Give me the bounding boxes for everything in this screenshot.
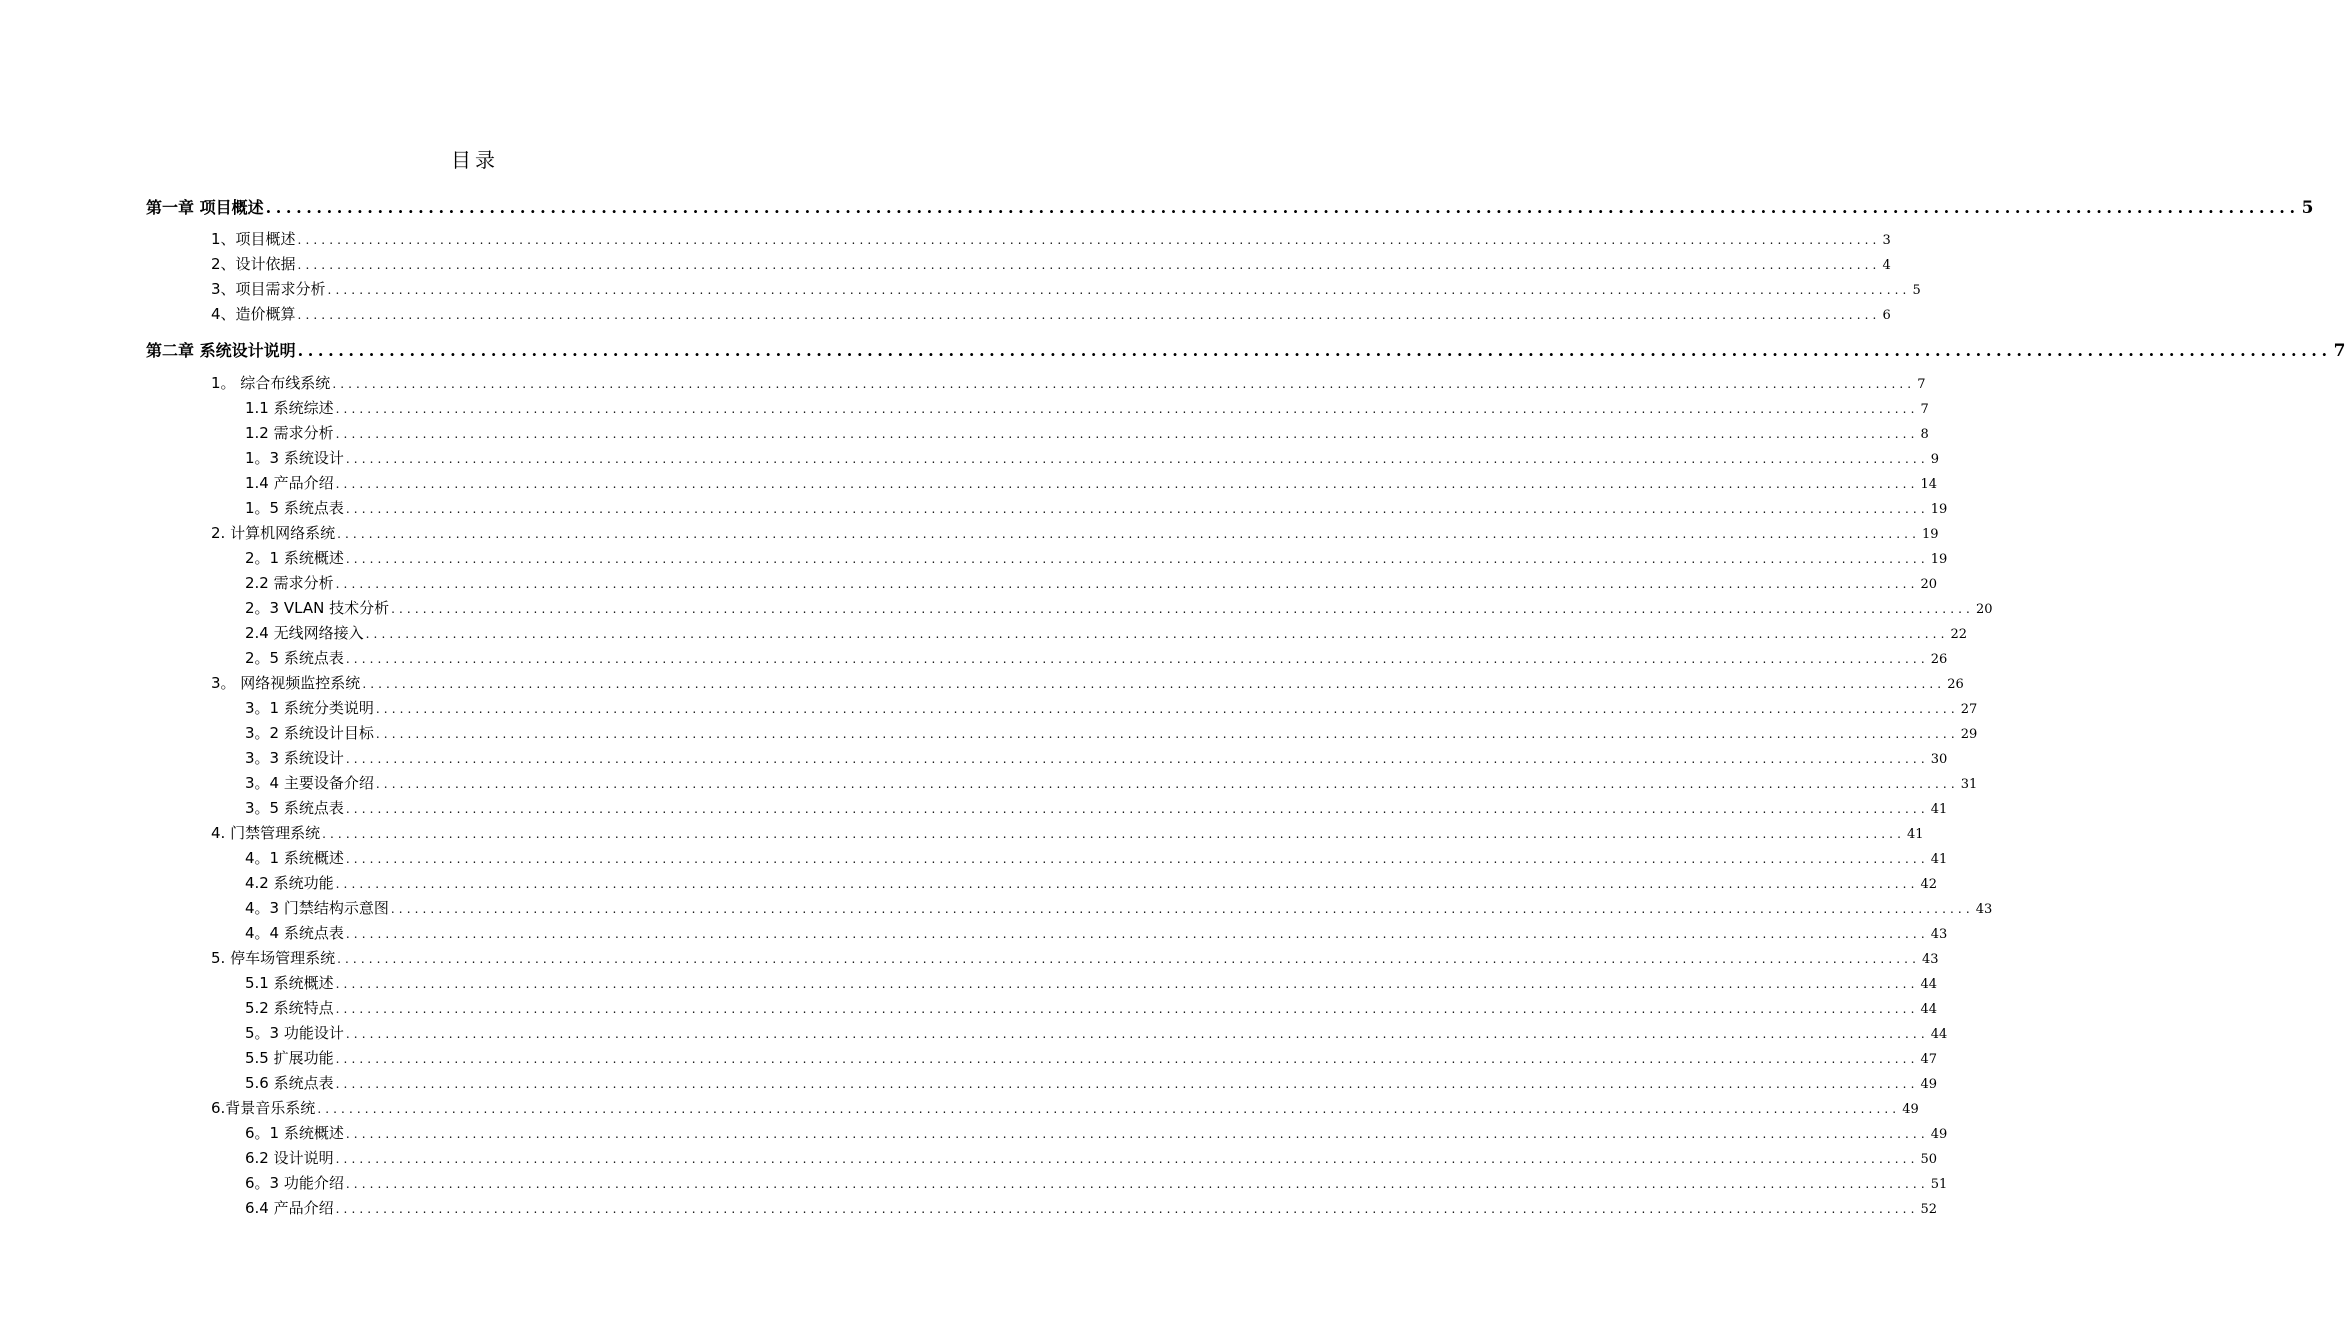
dot-leader: ........................................................................................................................................................................................................ <box>335 977 1919 991</box>
toc-entry-label: 6.2 设计说明 <box>245 1149 334 1167</box>
toc-entry-sub[interactable] <box>245 622 1968 643</box>
toc-entry-label: 2. 计算机网络系统 <box>211 524 336 542</box>
toc-entry-sub[interactable] <box>245 497 1948 518</box>
toc-entry-page-number: 6 <box>1882 308 1891 323</box>
dot-leader: ........................................................................................................................................................................................................ <box>362 677 1946 691</box>
toc-entry-page-number: 43 <box>1975 902 1993 917</box>
toc-entry-page-number: 52 <box>1920 1202 1938 1217</box>
toc-entry-sub[interactable] <box>245 447 1940 468</box>
toc-entry-label: 2。1 系统概述 <box>245 549 344 567</box>
toc-entry-sub[interactable] <box>245 847 1948 868</box>
toc-entry-label: 6。1 系统概述 <box>245 1124 344 1142</box>
toc-entry-sub[interactable] <box>245 547 1948 568</box>
dot-leader: ........................................................................................................................................................................................................ <box>322 827 1905 841</box>
dot-leader: ........................................................................................................................................................................................................ <box>337 952 1920 966</box>
dot-leader: ........................................................................................................................................................................................................ <box>375 777 1959 791</box>
dot-leader: ........................................................................................................................................................................................................ <box>297 233 1881 247</box>
toc-entry-label: 4。4 系统点表 <box>245 924 344 942</box>
toc-entry-sub[interactable] <box>245 422 1929 443</box>
dot-leader: ........................................................................................................................................................................................................ <box>345 852 1929 866</box>
toc-entry-page-number: 27 <box>1960 702 1978 717</box>
toc-entry-page-number: 44 <box>1920 977 1938 992</box>
toc-entry-label: 3。3 系统设计 <box>245 749 344 767</box>
toc-entry-label: 5.2 系统特点 <box>245 999 334 1017</box>
toc-entry-sub[interactable] <box>245 747 1948 768</box>
toc-entry-section[interactable] <box>211 228 1891 249</box>
dot-leader: ........................................................................................................................................................................................................ <box>332 377 1916 391</box>
toc-entry-label: 1.1 系统综述 <box>245 399 334 417</box>
dot-leader: ........................................................................................................................................................................................................ <box>327 283 1911 297</box>
toc-entry-page-number: 19 <box>1930 552 1948 567</box>
toc-entry-label: 第一章 项目概述 <box>146 198 264 217</box>
toc-entry-label: 5.6 系统点表 <box>245 1074 334 1092</box>
toc-entry-section[interactable] <box>211 372 1926 393</box>
dot-leader: ........................................................................................................................................................................................................ <box>345 552 1929 566</box>
toc-entry-sub[interactable] <box>245 572 1938 593</box>
toc-entry-section[interactable] <box>211 303 1891 324</box>
toc-entry-label: 4.2 系统功能 <box>245 874 334 892</box>
dot-leader: ........................................................................................................................................................................................................ <box>345 927 1929 941</box>
toc-entry-label: 5。3 功能设计 <box>245 1024 344 1042</box>
toc-entry-page-number: 5 <box>1912 283 1921 298</box>
toc-entry-page-number: 14 <box>1920 477 1938 492</box>
toc-entry-page-number: 26 <box>1930 652 1948 667</box>
toc-entry-chapter[interactable] <box>146 195 2314 218</box>
toc-entry-sub[interactable] <box>245 397 1929 418</box>
toc-entry-label: 1、项目概述 <box>211 230 296 248</box>
toc-entry-page-number: 41 <box>1930 852 1948 867</box>
toc-entry-label: 5. 停车场管理系统 <box>211 949 336 967</box>
toc-entry-page-number: 9 <box>1930 452 1940 467</box>
toc-entry-page-number: 22 <box>1950 627 1968 642</box>
toc-entry-page-number: 20 <box>1975 602 1993 617</box>
toc-entry-label: 3。4 主要设备介绍 <box>245 774 374 792</box>
toc-entry-page-number: 43 <box>1921 952 1939 967</box>
toc-entry-page-number: 7 <box>1917 377 1926 392</box>
dot-leader: ........................................................................................................................................................................................................ <box>391 602 1974 616</box>
dot-leader: ........................................................................................................................................................................................................ <box>345 1177 1929 1191</box>
toc-entry-section[interactable] <box>211 253 1891 274</box>
dot-leader: ........................................................................................................................................................................................................ <box>345 1127 1929 1141</box>
toc-entry-page-number: 19 <box>1930 502 1948 517</box>
toc-entry-page-number: 41 <box>1906 827 1924 842</box>
dot-leader: ........................................................................................................................................................................................................ <box>365 627 1949 641</box>
toc-entry-page-number: 7 <box>2333 341 2345 361</box>
toc-entry-page-number: 8 <box>1920 427 1929 442</box>
toc-entry-page-number: 7 <box>1920 402 1929 417</box>
dot-leader: ........................................................................................................................................................................................................ <box>375 702 1959 716</box>
toc-entry-label: 1。5 系统点表 <box>245 499 344 517</box>
toc-entry-page-number: 29 <box>1960 727 1978 742</box>
toc-entry-label: 4。3 门禁结构示意图 <box>245 899 389 917</box>
toc-entry-page-number: 49 <box>1930 1127 1948 1142</box>
dot-leader: ........................................................................................................................................................................................................ <box>335 877 1919 891</box>
dot-leader: ........................................................................................................................................................................................................ <box>345 1027 1929 1041</box>
toc-entry-page-number: 31 <box>1960 777 1978 792</box>
toc-entry-label: 1。3 系统设计 <box>245 449 344 467</box>
toc-entry-sub[interactable] <box>245 872 1938 893</box>
toc-entry-sub[interactable] <box>245 697 1978 718</box>
toc-entry-sub[interactable] <box>245 1172 1948 1193</box>
dot-leader: ........................................................................................................................................................................................................ <box>335 1002 1919 1016</box>
toc-entry-sub[interactable] <box>245 1197 1938 1218</box>
toc-entry-label: 3。 网络视频监控系统 <box>211 674 361 692</box>
toc-entry-sub[interactable] <box>245 797 1948 818</box>
toc-entry-sub[interactable] <box>245 1122 1948 1143</box>
toc-entry-label: 4。1 系统概述 <box>245 849 344 867</box>
toc-entry-page-number: 3 <box>1882 233 1891 248</box>
dot-leader: ........................................................................................................................................................................................................ <box>297 258 1881 272</box>
toc-entry-sub[interactable] <box>245 997 1938 1018</box>
toc-entry-page-number: 5 <box>2301 198 2314 218</box>
dot-leader: ........................................................................................................................................................................................................ <box>335 577 1919 591</box>
toc-entry-label: 2.2 需求分析 <box>245 574 334 592</box>
toc-entry-page-number: 20 <box>1920 577 1938 592</box>
toc-entry-page-number: 4 <box>1882 258 1891 273</box>
toc-entry-section[interactable] <box>211 522 1939 543</box>
toc-entry-label: 6.背景音乐系统 <box>211 1099 316 1117</box>
toc-entry-page-number: 49 <box>1920 1077 1938 1092</box>
toc-entry-label: 1。 综合布线系统 <box>211 374 331 392</box>
toc-entry-page-number: 41 <box>1930 802 1948 817</box>
toc-entry-label: 4、造价概算 <box>211 305 296 323</box>
toc-entry-sub[interactable] <box>245 472 1938 493</box>
toc-entry-sub[interactable] <box>245 647 1948 668</box>
toc-entry-page-number: 30 <box>1930 752 1948 767</box>
dot-leader: ........................................................................................................................................................................................................ <box>345 752 1929 766</box>
toc-entry-page-number: 43 <box>1930 927 1948 942</box>
toc-entry-chapter[interactable] <box>146 338 2345 361</box>
toc-entry-sub[interactable] <box>245 897 1993 918</box>
toc-entry-label: 1.4 产品介绍 <box>245 474 334 492</box>
toc-entry-sub[interactable] <box>245 1072 1938 1093</box>
dot-leader: ........................................................................................................................................................................................................ <box>390 902 1974 916</box>
dot-leader: ........................................................................................................................................................................................................ <box>297 341 2332 360</box>
toc-entry-label: 5.1 系统概述 <box>245 974 334 992</box>
toc-entry-page-number: 19 <box>1921 527 1939 542</box>
toc-entry-sub[interactable] <box>245 1047 1938 1068</box>
dot-leader: ........................................................................................................................................................................................................ <box>335 1152 1919 1166</box>
toc-entry-page-number: 42 <box>1920 877 1938 892</box>
toc-entry-label: 2。5 系统点表 <box>245 649 344 667</box>
toc-entry-label: 3。5 系统点表 <box>245 799 344 817</box>
toc-entry-page-number: 47 <box>1920 1052 1938 1067</box>
dot-leader: ........................................................................................................................................................................................................ <box>337 527 1920 541</box>
toc-entry-label: 6。3 功能介绍 <box>245 1174 344 1192</box>
dot-leader: ........................................................................................................................................................................................................ <box>335 1077 1919 1091</box>
toc-entry-section[interactable] <box>211 278 1921 299</box>
dot-leader: ........................................................................................................................................................................................................ <box>345 802 1929 816</box>
toc-entry-label: 2、设计依据 <box>211 255 296 273</box>
dot-leader: ........................................................................................................................................................................................................ <box>265 198 2300 217</box>
toc-entry-label: 6.4 产品介绍 <box>245 1199 334 1217</box>
toc-entry-label: 2。3 VLAN 技术分析 <box>245 599 390 617</box>
dot-leader: ........................................................................................................................................................................................................ <box>335 427 1919 441</box>
dot-leader: ........................................................................................................................................................................................................ <box>317 1102 1901 1116</box>
toc-entry-sub[interactable] <box>245 722 1978 743</box>
toc-entry-sub[interactable] <box>245 772 1978 793</box>
toc-entry-sub[interactable] <box>245 1022 1948 1043</box>
toc-entry-page-number: 49 <box>1902 1102 1919 1117</box>
toc-entry-page-number: 51 <box>1930 1177 1948 1192</box>
toc-entry-sub[interactable] <box>245 972 1938 993</box>
dot-leader: ........................................................................................................................................................................................................ <box>335 1202 1919 1216</box>
toc-entry-label: 3。1 系统分类说明 <box>245 699 374 717</box>
toc-entry-label: 3、项目需求分析 <box>211 280 326 298</box>
toc-entry-sub[interactable] <box>245 922 1948 943</box>
toc-entry-page-number: 26 <box>1947 677 1964 692</box>
page-title: 目录 <box>451 148 499 172</box>
toc-entry-section[interactable] <box>211 822 1924 843</box>
toc-entry-label: 4. 门禁管理系统 <box>211 824 321 842</box>
toc-entry-label: 1.2 需求分析 <box>245 424 334 442</box>
toc-entry-label: 第二章 系统设计说明 <box>146 341 296 360</box>
dot-leader: ........................................................................................................................................................................................................ <box>345 452 1929 466</box>
dot-leader: ........................................................................................................................................................................................................ <box>335 1052 1919 1066</box>
toc-entry-section[interactable] <box>211 1097 1919 1118</box>
toc-entry-label: 3。2 系统设计目标 <box>245 724 374 742</box>
toc-entry-section[interactable] <box>211 672 1964 693</box>
toc-entry-section[interactable] <box>211 947 1939 968</box>
toc-entry-sub[interactable] <box>245 597 1993 618</box>
dot-leader: ........................................................................................................................................................................................................ <box>345 652 1929 666</box>
dot-leader: ........................................................................................................................................................................................................ <box>335 477 1919 491</box>
dot-leader: ........................................................................................................................................................................................................ <box>297 308 1881 322</box>
toc-entry-page-number: 50 <box>1920 1152 1938 1167</box>
dot-leader: ........................................................................................................................................................................................................ <box>335 402 1919 416</box>
dot-leader: ........................................................................................................................................................................................................ <box>345 502 1929 516</box>
toc-entry-label: 2.4 无线网络接入 <box>245 624 364 642</box>
dot-leader: ........................................................................................................................................................................................................ <box>375 727 1959 741</box>
toc-entry-label: 5.5 扩展功能 <box>245 1049 334 1067</box>
toc-entry-page-number: 44 <box>1930 1027 1948 1042</box>
toc-entry-sub[interactable] <box>245 1147 1938 1168</box>
toc-entry-page-number: 44 <box>1920 1002 1938 1017</box>
